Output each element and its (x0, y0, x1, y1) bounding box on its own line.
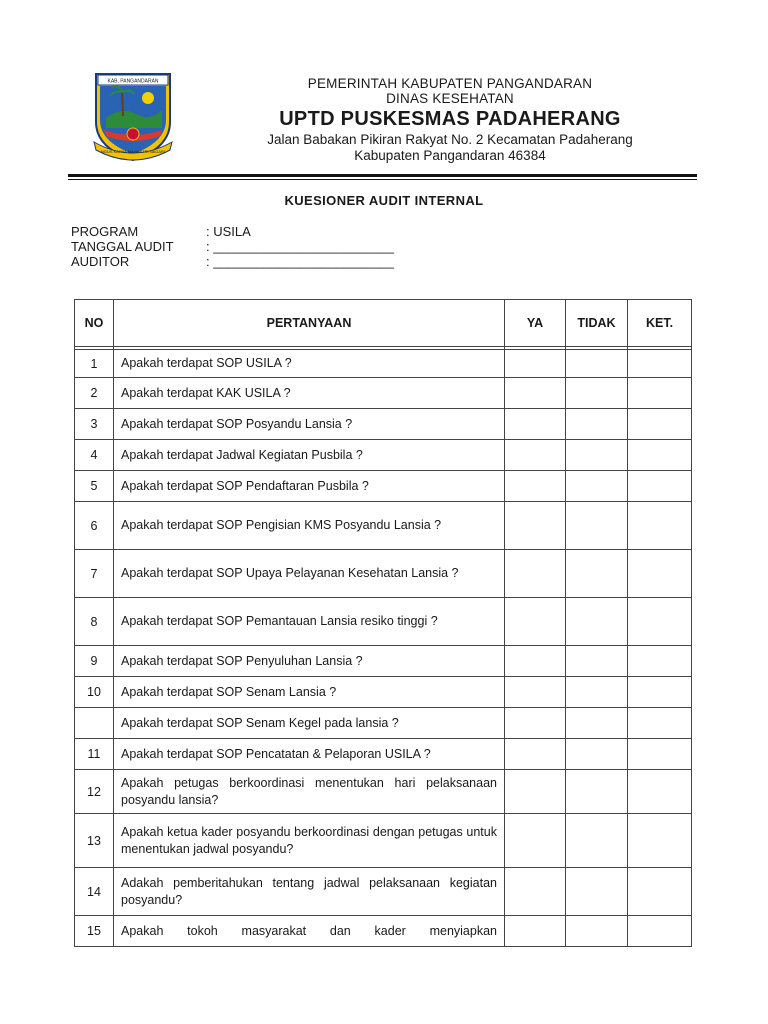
table-row (75, 708, 692, 739)
answer-cell-ket[interactable] (628, 598, 692, 646)
answer-cell-tidak[interactable] (566, 646, 628, 677)
row-number (75, 708, 114, 739)
row-question: Apakah tokoh masyarakat dan kader menyiapkan (114, 916, 505, 947)
answer-cell-ya[interactable] (505, 646, 566, 677)
table-row (75, 350, 692, 378)
row-number: 7 (75, 550, 114, 598)
row-number: 8 (75, 598, 114, 646)
answer-cell-ket[interactable] (628, 471, 692, 502)
answer-cell-ket[interactable] (628, 350, 692, 378)
table-row (75, 770, 692, 814)
answer-cell-ya[interactable] (505, 868, 566, 916)
answer-cell-tidak[interactable] (566, 598, 628, 646)
row-question: Apakah terdapat Jadwal Kegiatan Pusbila ? (114, 440, 505, 471)
table-row (75, 440, 692, 471)
answer-cell-ket[interactable] (628, 440, 692, 471)
answer-cell-ket[interactable] (628, 916, 692, 947)
row-question: Apakah ketua kader posyandu berkoordinasi dengan petugas untuk menentukan jadwal posyandu? (114, 814, 505, 868)
answer-cell-ket[interactable] (628, 708, 692, 739)
answer-cell-ya[interactable] (505, 770, 566, 814)
meta-auditor-value: : _________________________ (206, 254, 394, 269)
answer-cell-ya[interactable] (505, 502, 566, 550)
answer-cell-ya[interactable] (505, 350, 566, 378)
row-number: 4 (75, 440, 114, 471)
answer-cell-ket[interactable] (628, 550, 692, 598)
row-question: Apakah terdapat SOP Pendaftaran Pusbila ? (114, 471, 505, 502)
answer-cell-tidak[interactable] (566, 916, 628, 947)
answer-cell-ket[interactable] (628, 739, 692, 770)
answer-cell-tidak[interactable] (566, 708, 628, 739)
answer-cell-tidak[interactable] (566, 350, 628, 378)
header-city: Kabupaten Pangandaran 46384 (354, 148, 546, 163)
row-number: 2 (75, 378, 114, 409)
answer-cell-ya[interactable] (505, 677, 566, 708)
svg-text:NGUS KARYA MAHANTRI NAGARI: NGUS KARYA MAHANTRI NAGARI (100, 149, 166, 154)
row-question: Apakah terdapat SOP Pengisian KMS Posyandu Lansia ? (114, 502, 505, 550)
col-header-no: NO (75, 300, 114, 347)
answer-cell-ket[interactable] (628, 502, 692, 550)
meta-program (71, 224, 394, 239)
answer-cell-ket[interactable] (628, 868, 692, 916)
answer-cell-ya[interactable] (505, 598, 566, 646)
table-row (75, 646, 692, 677)
header-department: DINAS KESEHATAN (386, 91, 514, 106)
table-row (75, 598, 692, 646)
answer-cell-ya[interactable] (505, 378, 566, 409)
answer-cell-tidak[interactable] (566, 770, 628, 814)
header-divider-thick (68, 174, 697, 177)
answer-cell-tidak[interactable] (566, 814, 628, 868)
meta-program-value: : USILA (206, 224, 251, 239)
col-header-tidak: TIDAK (566, 300, 628, 347)
meta-tanggal-label: TANGGAL AUDIT (71, 239, 174, 254)
answer-cell-ya[interactable] (505, 708, 566, 739)
row-number: 3 (75, 409, 114, 440)
header-government: PEMERINTAH KABUPATEN PANGANDARAN (307, 76, 593, 91)
header-title: UPTD PUSKESMAS PADAHERANG (279, 108, 621, 130)
row-number: 12 (75, 770, 114, 814)
table-row (75, 502, 692, 550)
answer-cell-ya[interactable] (505, 409, 566, 440)
answer-cell-ket[interactable] (628, 814, 692, 868)
col-header-ya: YA (505, 300, 566, 347)
table-row (75, 868, 692, 916)
table-header-row (75, 300, 692, 347)
row-question: Apakah terdapat SOP Senam Kegel pada lansia ? (114, 708, 505, 739)
answer-cell-tidak[interactable] (566, 502, 628, 550)
row-number: 11 (75, 739, 114, 770)
table-row (75, 550, 692, 598)
meta-auditor (71, 254, 394, 269)
col-header-pertanyaan: PERTANYAAN (114, 300, 505, 347)
meta-auditor-label: AUDITOR (71, 254, 130, 269)
row-question: Apakah terdapat KAK USILA ? (114, 378, 505, 409)
answer-cell-ket[interactable] (628, 770, 692, 814)
row-number: 13 (75, 814, 114, 868)
regency-logo (92, 70, 174, 162)
answer-cell-tidak[interactable] (566, 677, 628, 708)
row-number: 5 (75, 471, 114, 502)
table-row (75, 739, 692, 770)
answer-cell-tidak[interactable] (566, 440, 628, 471)
row-question: Adakah pemberitahukan tentang jadwal pelaksanaan kegiatan posyandu? (114, 868, 505, 916)
svg-text:KAB. PANGANDARAN: KAB. PANGANDARAN (107, 78, 159, 85)
document-title: KUESIONER AUDIT INTERNAL (284, 193, 484, 208)
answer-cell-ya[interactable] (505, 550, 566, 598)
answer-cell-ket[interactable] (628, 677, 692, 708)
row-question: Apakah terdapat SOP Upaya Pelayanan Kesehatan Lansia ? (114, 550, 505, 598)
meta-tanggal-value: : _________________________ (206, 239, 394, 254)
answer-cell-ya[interactable] (505, 471, 566, 502)
audit-questionnaire-table (74, 299, 692, 947)
row-number: 1 (75, 350, 114, 378)
row-number: 14 (75, 868, 114, 916)
row-number: 10 (75, 677, 114, 708)
row-number: 15 (75, 916, 114, 947)
col-header-ket: KET. (628, 300, 692, 347)
row-question: Apakah terdapat SOP Penyuluhan Lansia ? (114, 646, 505, 677)
answer-cell-ya[interactable] (505, 916, 566, 947)
table-row (75, 814, 692, 868)
row-question: Apakah terdapat SOP Pemantauan Lansia resiko tinggi ? (114, 598, 505, 646)
table-row (75, 677, 692, 708)
answer-cell-ket[interactable] (628, 378, 692, 409)
answer-cell-tidak[interactable] (566, 550, 628, 598)
letterhead (240, 76, 660, 164)
row-question: Apakah petugas berkoordinasi menentukan hari pelaksanaan posyandu lansia? (114, 770, 505, 814)
answer-cell-ket[interactable] (628, 646, 692, 677)
table-row (75, 378, 692, 409)
row-question: Apakah terdapat SOP Senam Lansia ? (114, 677, 505, 708)
answer-cell-tidak[interactable] (566, 868, 628, 916)
table-row (75, 409, 692, 440)
answer-cell-ya[interactable] (505, 814, 566, 868)
table-row (75, 916, 692, 947)
meta-tanggal (71, 239, 394, 254)
header-address: Jalan Babakan Pikiran Rakyat No. 2 Kecamatan Padaherang (267, 132, 633, 147)
table-row (75, 471, 692, 502)
answer-cell-tidak[interactable] (566, 471, 628, 502)
answer-cell-tidak[interactable] (566, 739, 628, 770)
row-number: 9 (75, 646, 114, 677)
answer-cell-ya[interactable] (505, 440, 566, 471)
row-question: Apakah terdapat SOP Pencatatan & Pelaporan USILA ? (114, 739, 505, 770)
answer-cell-tidak[interactable] (566, 378, 628, 409)
row-number: 6 (75, 502, 114, 550)
meta-program-label: PROGRAM (71, 224, 139, 239)
answer-cell-tidak[interactable] (566, 409, 628, 440)
answer-cell-ket[interactable] (628, 409, 692, 440)
header-divider-thin (68, 179, 697, 180)
audit-meta (71, 224, 394, 269)
answer-cell-ya[interactable] (505, 739, 566, 770)
row-question: Apakah terdapat SOP USILA ? (114, 350, 505, 378)
table-body (75, 350, 692, 947)
row-question: Apakah terdapat SOP Posyandu Lansia ? (114, 409, 505, 440)
